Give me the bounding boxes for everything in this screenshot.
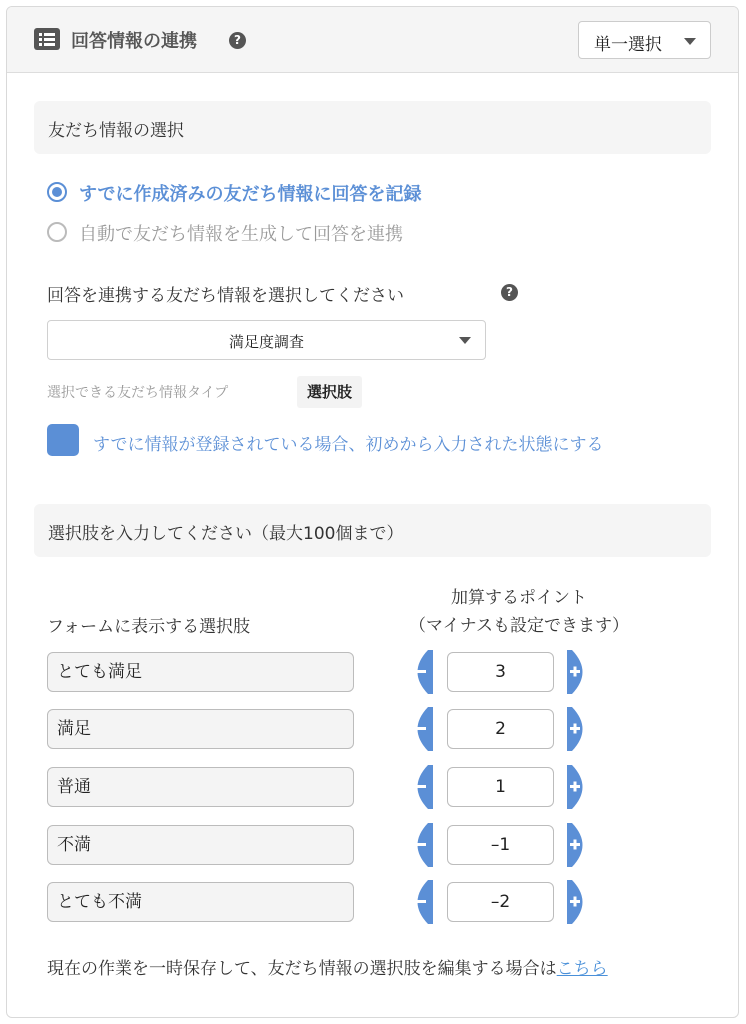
choice-input[interactable]: とても不満: [47, 882, 354, 922]
minus-button[interactable]: [406, 707, 434, 751]
mode-select-value: 単一選択: [594, 35, 662, 55]
form-settings-card: [6, 6, 739, 1018]
type-tag: 選択肢: [297, 376, 362, 408]
minus-icon: [406, 880, 434, 924]
footer-note: [47, 954, 608, 979]
choice-column-header: フォームに表示する選択肢: [47, 617, 251, 637]
minus-button[interactable]: [406, 765, 434, 809]
card-header: [7, 7, 738, 73]
plus-icon: [566, 650, 594, 694]
minus-icon: [406, 707, 434, 751]
points-input[interactable]: 1: [447, 767, 554, 807]
edit-choices-link[interactable]: こちら: [556, 959, 608, 979]
mode-select[interactable]: [578, 21, 711, 59]
plus-icon: [566, 880, 594, 924]
minus-icon: [406, 823, 434, 867]
minus-icon: [406, 650, 434, 694]
section-title: 友だち情報の選択: [48, 121, 184, 141]
dropdown-value: 満足度調査: [228, 333, 304, 351]
footer-text: 現在の作業を一時保存して、友だち情報の選択肢を編集する場合は: [47, 959, 557, 979]
list-icon: [34, 28, 60, 50]
choice-input[interactable]: 不満: [47, 825, 354, 865]
minus-button[interactable]: [406, 880, 434, 924]
plus-button[interactable]: [566, 880, 594, 924]
minus-button[interactable]: [406, 823, 434, 867]
points-column-header: 加算するポイント: [451, 588, 587, 608]
points-input[interactable]: –1: [447, 825, 554, 865]
help-icon[interactable]: ?: [229, 32, 246, 49]
choice-input[interactable]: 普通: [47, 767, 354, 807]
section-title: 選択肢を入力してください（最大100個まで）: [48, 524, 404, 544]
points-input[interactable]: –2: [447, 882, 554, 922]
friend-info-section-header: [34, 101, 711, 154]
radio-label: 自動で友だち情報を生成して回答を連携: [79, 224, 403, 245]
points-input[interactable]: 2: [447, 709, 554, 749]
prefill-label[interactable]: すでに情報が登録されている場合、初めから入力された状態にする: [93, 435, 604, 455]
minus-button[interactable]: [406, 650, 434, 694]
plus-icon: [566, 765, 594, 809]
choices-section-header: [34, 504, 711, 557]
points-input[interactable]: 3: [447, 652, 554, 692]
radio-label: すでに作成済みの友だち情報に回答を記録: [79, 184, 422, 205]
choice-input[interactable]: 満足: [47, 709, 354, 749]
radio-selected-icon: [47, 182, 67, 202]
caret-down-icon: [459, 337, 471, 344]
help-icon[interactable]: ?: [501, 284, 518, 301]
prefill-checkbox[interactable]: [47, 424, 79, 456]
plus-icon: [566, 823, 594, 867]
choice-input[interactable]: とても満足: [47, 652, 354, 692]
type-label: 選択できる友だち情報タイプ: [47, 385, 229, 401]
select-prompt-label: 回答を連携する友だち情報を選択してください: [47, 286, 404, 306]
friend-info-dropdown[interactable]: [47, 320, 486, 360]
caret-down-icon: [684, 38, 696, 45]
plus-button[interactable]: [566, 650, 594, 694]
plus-button[interactable]: [566, 823, 594, 867]
plus-icon: [566, 707, 594, 751]
minus-icon: [406, 765, 434, 809]
plus-button[interactable]: [566, 707, 594, 751]
card-title: 回答情報の連携: [71, 31, 197, 52]
plus-button[interactable]: [566, 765, 594, 809]
radio-unselected-icon: [47, 222, 67, 242]
points-column-subheader: （マイナスも設定できます）: [409, 616, 629, 636]
